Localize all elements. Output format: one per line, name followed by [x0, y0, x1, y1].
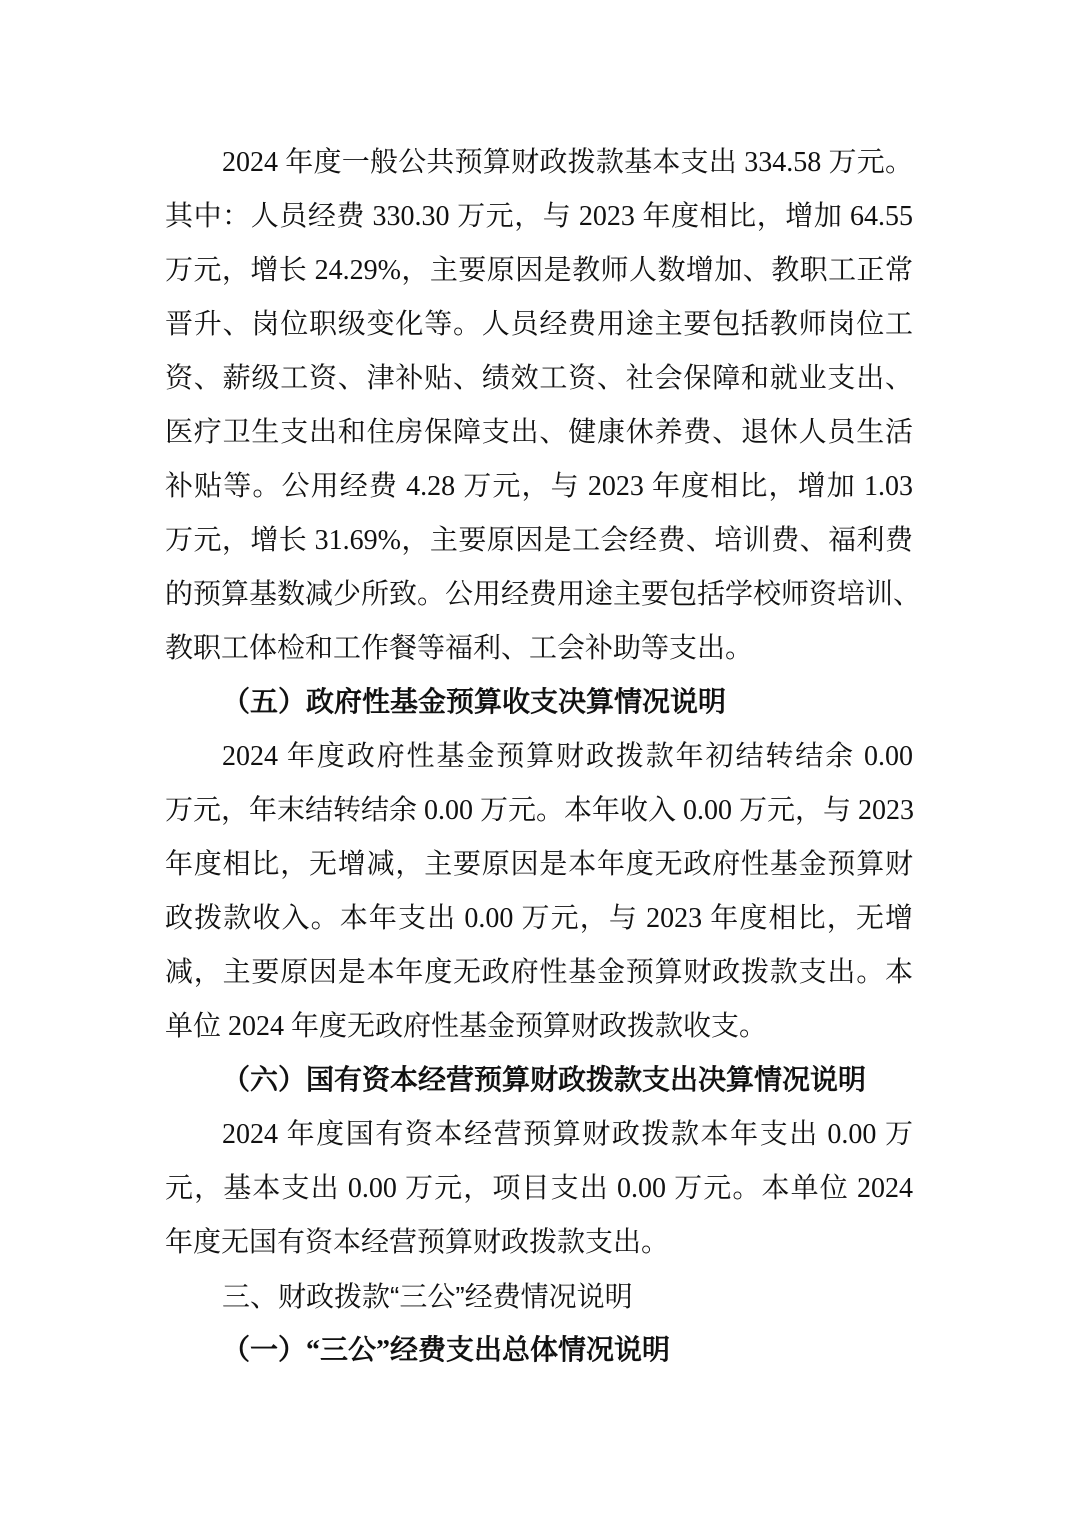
text-line: 万元，年末结转结余 0.00 万元。本年收入 0.00 万元，与 2023	[165, 795, 915, 826]
text-line: 教职工体检和工作餐等福利、工会补助等支出。	[165, 633, 754, 664]
text-line: 年度相比，无增减，主要原因是本年度无政府性基金预算财	[165, 849, 913, 880]
paragraph-gov-fund	[165, 730, 913, 1054]
section-title-three-public: 三、财政拨款“三公”经费情况说明	[222, 1281, 633, 1312]
text-line: 减，主要原因是本年度无政府性基金预算财政拨款支出。本	[165, 957, 913, 988]
text-line: 单位 2024 年度无政府性基金预算财政拨款收支。	[165, 1011, 768, 1042]
paragraph-basic-expenditure	[165, 136, 922, 676]
document-body	[165, 136, 922, 1378]
text-line: 医疗卫生支出和住房保障支出、健康休养费、退休人员生活	[165, 417, 913, 448]
text-line: 2024 年度政府性基金预算财政拨款年初结转结余 0.00	[222, 741, 913, 772]
text-line: 晋升、岗位职级变化等。人员经费用途主要包括教师岗位工	[165, 309, 913, 340]
text-line: 的预算基数减少所致。公用经费用途主要包括学校师资培训、	[165, 579, 922, 610]
text-line: 万元，增长 24.29%，主要原因是教师人数增加、教职工正常	[165, 255, 913, 286]
text-line: 资、薪级工资、津补贴、绩效工资、社会保障和就业支出、	[165, 363, 913, 394]
text-line: 其中：人员经费 330.30 万元，与 2023 年度相比，增加 64.55	[165, 201, 913, 232]
text-line: 年度无国有资本经营预算财政拨款支出。	[165, 1227, 670, 1258]
heading-gov-fund: （五）政府性基金预算收支决算情况说明	[222, 687, 727, 718]
heading-three-public-overall: （一）“三公”经费支出总体情况说明	[222, 1335, 671, 1366]
text-line: 2024 年度一般公共预算财政拨款基本支出 334.58 万元。	[222, 147, 913, 178]
text-line: 元，基本支出 0.00 万元，项目支出 0.00 万元。本单位 2024	[165, 1173, 913, 1204]
text-line: 万元，增长 31.69%，主要原因是工会经费、培训费、福利费	[165, 525, 913, 556]
heading-state-capital: （六）国有资本经营预算财政拨款支出决算情况说明	[222, 1065, 867, 1096]
text-line: 2024 年度国有资本经营预算财政拨款本年支出 0.00 万	[222, 1119, 913, 1150]
text-line: 政拨款收入。本年支出 0.00 万元，与 2023 年度相比，无增	[165, 903, 913, 934]
text-line: 补贴等。公用经费 4.28 万元，与 2023 年度相比，增加 1.03	[165, 471, 913, 502]
paragraph-state-capital	[165, 1108, 913, 1270]
